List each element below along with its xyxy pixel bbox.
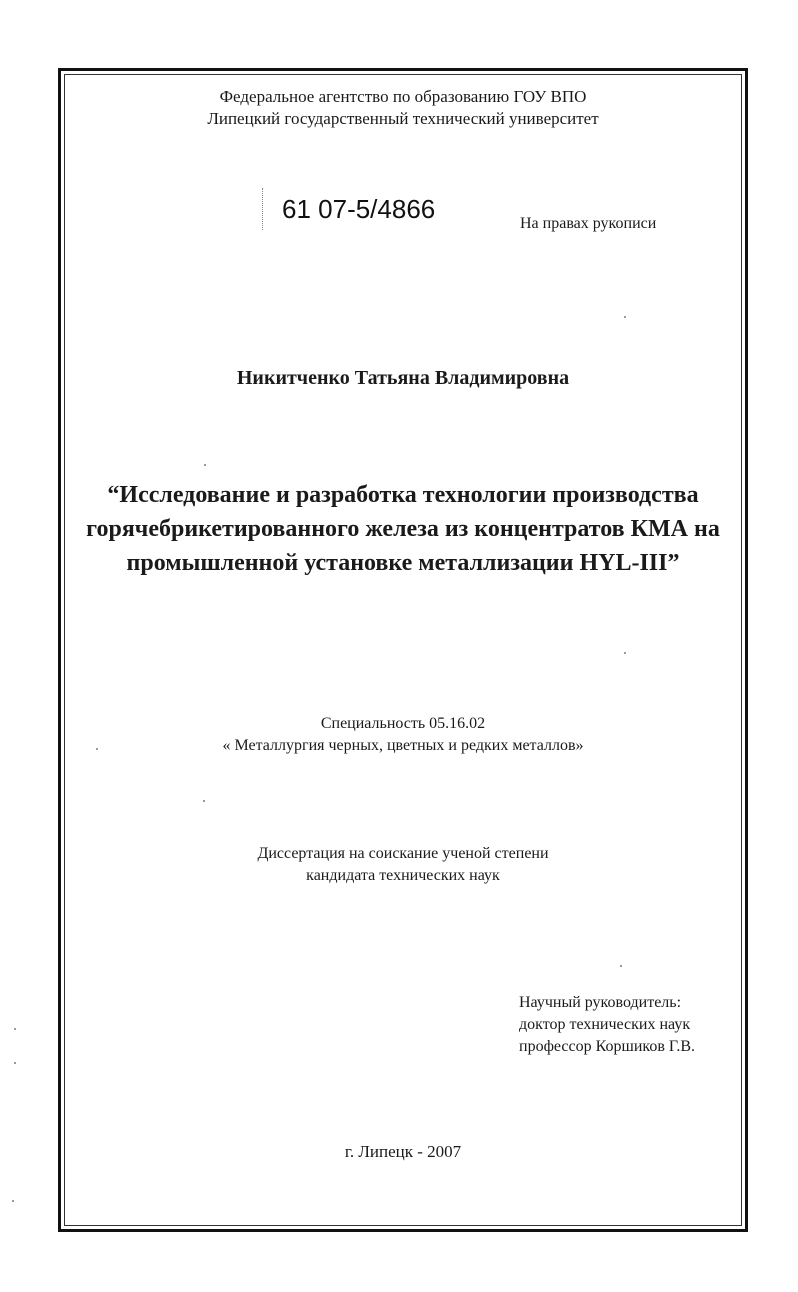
degree-line-1: Диссертация на соискание ученой степени xyxy=(257,845,549,862)
degree-line-2: кандидата технических наук xyxy=(306,867,500,884)
title-line: “Исследование и разработка технологии производства xyxy=(107,482,699,508)
scan-speck xyxy=(624,316,626,318)
header-block xyxy=(64,86,742,130)
archive-stamp-mark xyxy=(262,188,264,230)
supervisor-block xyxy=(519,992,695,1058)
scan-speck xyxy=(14,1062,16,1064)
agency-name: Федеральное агентство по образованию ГОУ ВПО xyxy=(219,87,587,106)
author-name: Никитченко Татьяна Владимировна xyxy=(236,367,570,389)
title-line: горячебрикетированного железа из концентратов КМА на xyxy=(86,516,720,542)
supervisor-degree: доктор технических наук xyxy=(519,1016,691,1033)
supervisor-label: Научный руководитель: xyxy=(519,994,682,1011)
degree-block xyxy=(64,843,742,887)
dissertation-title xyxy=(64,478,742,580)
archive-number: 61 07-5/4866 xyxy=(282,194,436,224)
title-line: промышленной установке металлизации HYL-III” xyxy=(126,550,680,576)
scan-speck xyxy=(620,965,622,967)
scan-speck xyxy=(96,748,98,750)
scan-speck xyxy=(204,464,206,466)
specialty-name: « Металлургия черных, цветных и редких металлов» xyxy=(222,737,584,754)
specialty-block xyxy=(64,713,742,757)
scan-speck xyxy=(624,652,626,654)
university-name: Липецкий государственный технический университет xyxy=(207,109,599,128)
rights-note: На правах рукописи xyxy=(520,215,657,232)
scan-speck xyxy=(14,1028,16,1030)
specialty-code: Специальность 05.16.02 xyxy=(320,715,486,732)
scan-speck xyxy=(12,1200,14,1202)
scan-speck xyxy=(203,800,205,802)
supervisor-name: профессор Коршиков Г.В. xyxy=(519,1038,696,1055)
city-year: г. Липецк - 2007 xyxy=(344,1142,462,1161)
